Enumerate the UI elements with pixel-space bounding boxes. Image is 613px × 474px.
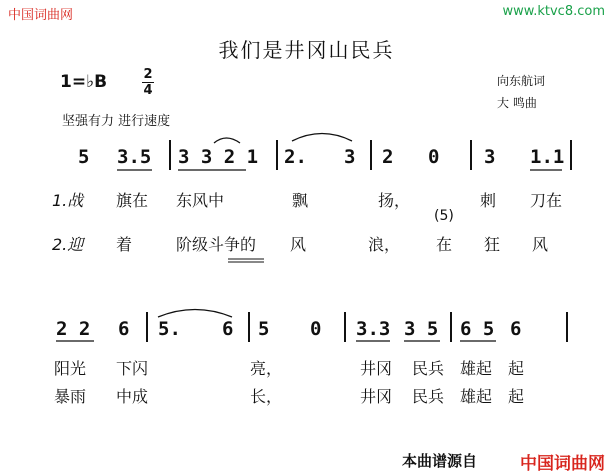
note: 5 <box>78 146 90 168</box>
lyric: 民兵 <box>412 387 445 406</box>
lyric: 飘 <box>292 191 309 210</box>
lyric: 民兵 <box>412 359 445 378</box>
lyric: 中成 <box>116 387 149 406</box>
lyric: 长， <box>250 387 283 406</box>
note: 3 3 2 1 <box>178 146 259 168</box>
lyric: 井冈 <box>360 359 393 378</box>
lyric: 下闪 <box>116 359 149 378</box>
barline <box>248 312 250 342</box>
note: 2 <box>382 146 394 168</box>
lyric: 雄起 <box>460 387 493 406</box>
key-signature: 1=♭B <box>60 72 108 92</box>
lyric: 刀在 <box>530 191 563 210</box>
barline <box>450 312 452 342</box>
note: 6 <box>510 318 522 340</box>
note: 6 <box>118 318 130 340</box>
lyric: 起 <box>508 359 525 378</box>
barline <box>344 312 346 342</box>
note: 3.3 <box>356 318 391 340</box>
composer-credit: 大 鸣曲 <box>497 96 537 110</box>
time-signature-top: 2 <box>143 67 153 82</box>
note: 3.5 <box>117 146 152 168</box>
lyric: 阳光 <box>54 359 87 378</box>
lyric: 浪， <box>368 235 401 254</box>
lyric: 在 <box>436 235 453 254</box>
note: 0 <box>428 146 440 168</box>
footer-source-label: 本曲谱源自 <box>402 452 478 470</box>
lyric: 1.战 <box>52 191 84 210</box>
lyric: 刺 <box>480 191 497 210</box>
lyric: 风 <box>532 235 549 254</box>
note: 3 5 <box>404 318 439 340</box>
note: 3 <box>484 146 496 168</box>
watermark-left: 中国词曲网 <box>8 8 74 23</box>
song-title: 我们是井冈山民兵 <box>218 38 395 62</box>
lyric: 旗在 <box>116 191 149 210</box>
lyric: 井冈 <box>360 387 393 406</box>
tie <box>292 134 352 142</box>
lyric: 风 <box>290 235 307 254</box>
lyric: 雄起 <box>460 359 493 378</box>
lyric: 暴雨 <box>54 387 87 406</box>
note: 3 <box>344 146 356 168</box>
lyric: 扬， <box>378 191 411 210</box>
watermark-right[interactable]: www.ktvc8.com <box>502 4 605 19</box>
lyricist-credit: 向东航词 <box>497 74 546 88</box>
footer-site-name[interactable]: 中国词曲网 <box>520 454 605 474</box>
tie <box>158 310 232 318</box>
note: 0 <box>310 318 322 340</box>
lyric: 2.迎 <box>52 235 84 254</box>
lyric: 阶级斗争的 <box>176 235 257 254</box>
note: 6 <box>222 318 234 340</box>
note: 5. <box>158 318 181 340</box>
barline <box>566 312 568 342</box>
note: 6 5 <box>460 318 495 340</box>
note: 2. <box>284 146 307 168</box>
time-signature-bottom: 4 <box>143 83 153 98</box>
note: 1.1 <box>530 146 565 168</box>
note: 5 <box>258 318 270 340</box>
lyric: 着 <box>116 235 133 254</box>
slur <box>214 138 240 143</box>
lyric: 亮， <box>250 359 283 378</box>
rehearsal-mark: (5) <box>434 208 454 224</box>
lyric: 狂 <box>484 235 501 254</box>
note: 2 2 <box>56 318 91 340</box>
lyric: 起 <box>508 387 525 406</box>
lyric: 东风中 <box>176 191 225 210</box>
barline <box>146 312 148 342</box>
tempo-marking: 坚强有力 进行速度 <box>62 114 171 129</box>
